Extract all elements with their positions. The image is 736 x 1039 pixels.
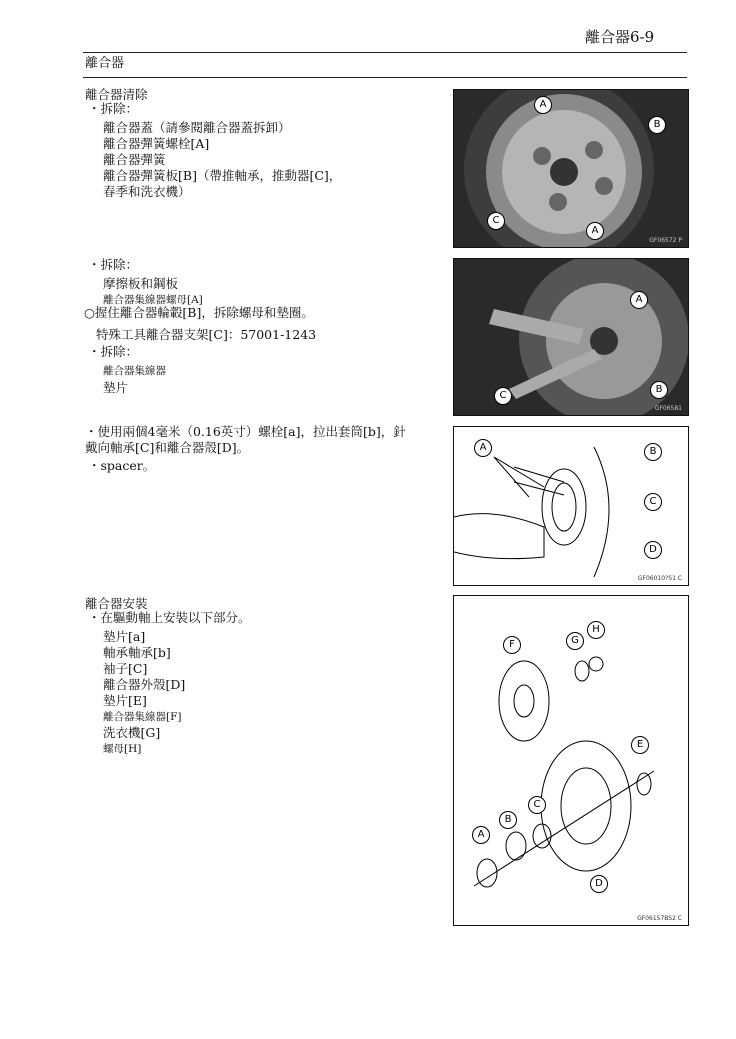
callout-a: A: [474, 439, 492, 457]
callout-b: B: [644, 443, 662, 461]
list-item: 摩擦板和鋼板: [103, 276, 179, 291]
diagram-clutch-assembly: [453, 595, 689, 926]
list-item: 墊片[E]: [103, 693, 147, 708]
callout-h: H: [587, 621, 605, 639]
bullet-install: ・在驅動軸上安裝以下部分。: [88, 610, 251, 625]
figure-code: GF06572 P: [649, 237, 682, 244]
instruction-text: ・使用兩個4毫米（0.16英寸）螺栓[a]，拉出套筒[b]，針: [85, 424, 406, 439]
callout-c: C: [644, 493, 662, 511]
callout-d: D: [644, 541, 662, 559]
figure-code: GF06157BS2 C: [637, 915, 682, 922]
section-rule: [83, 77, 687, 78]
callout-e: E: [631, 736, 649, 754]
header-rule: [83, 52, 687, 53]
note: ○握住離合器輪轂[B]，拆除螺母和墊圈。: [84, 305, 314, 320]
heading-installation: 離合器安裝: [85, 596, 148, 611]
list-item: 離合器集線器: [103, 365, 166, 377]
figure-code: GF06010?S1 C: [637, 575, 682, 582]
list-item: 洗衣機[G]: [103, 725, 161, 740]
heading-cleaning: 離合器清除: [85, 87, 148, 102]
bullet-remove: ・拆除：: [88, 101, 139, 116]
list-item: 離合器集線器[F]: [103, 711, 182, 723]
callout-a: A: [472, 826, 490, 844]
list-item: 春季和洗衣機）: [103, 184, 191, 199]
special-tool: 特殊工具離合器支架[C]：57001-1243: [96, 327, 317, 342]
figure-code: GF06581: [654, 405, 682, 412]
callout-a: A: [630, 291, 648, 309]
list-item: 軸承軸承[b]: [103, 645, 171, 660]
callout-b: B: [499, 811, 517, 829]
page-header-title: 離合器6-9: [585, 28, 655, 46]
list-item: 離合器集線器螺母[A]: [103, 294, 203, 306]
instruction-text: 戴向軸承[C]和離合器殼[D]。: [85, 440, 250, 455]
list-item: 離合器彈簧板[B]（帶推軸承，推動器[C]，: [103, 168, 342, 183]
list-item: 袖子[C]: [103, 661, 148, 676]
bullet-remove: ・拆除：: [88, 344, 139, 359]
callout-c: C: [528, 796, 546, 814]
list-item: 墊片[a]: [103, 629, 146, 644]
bullet-remove: ・拆除：: [88, 257, 139, 272]
diagram-sleeve-removal: [453, 426, 689, 586]
callout-f: F: [503, 636, 521, 654]
photo-clutch-holder: [453, 258, 689, 416]
list-item: 離合器彈簧螺栓[A]: [103, 136, 210, 151]
callout-a: A: [534, 96, 552, 114]
instruction-text: ・spacer。: [88, 458, 156, 473]
list-item: 墊片: [103, 380, 129, 395]
callout-g: G: [566, 632, 584, 650]
callout-b: B: [650, 381, 668, 399]
callout-c: C: [487, 212, 505, 230]
list-item: 離合器蓋（請參閱離合器蓋拆卸）: [103, 120, 291, 135]
list-item: 離合器外殼[D]: [103, 677, 186, 692]
list-item: 螺母[H]: [103, 743, 142, 755]
callout-c: C: [494, 387, 512, 405]
photo-clutch-springs: [453, 89, 689, 248]
section-title: 離合器: [85, 56, 125, 71]
callout-d: D: [590, 875, 608, 893]
callout-b: B: [648, 116, 666, 134]
callout-a: A: [586, 222, 604, 240]
list-item: 離合器彈簧: [103, 152, 166, 167]
